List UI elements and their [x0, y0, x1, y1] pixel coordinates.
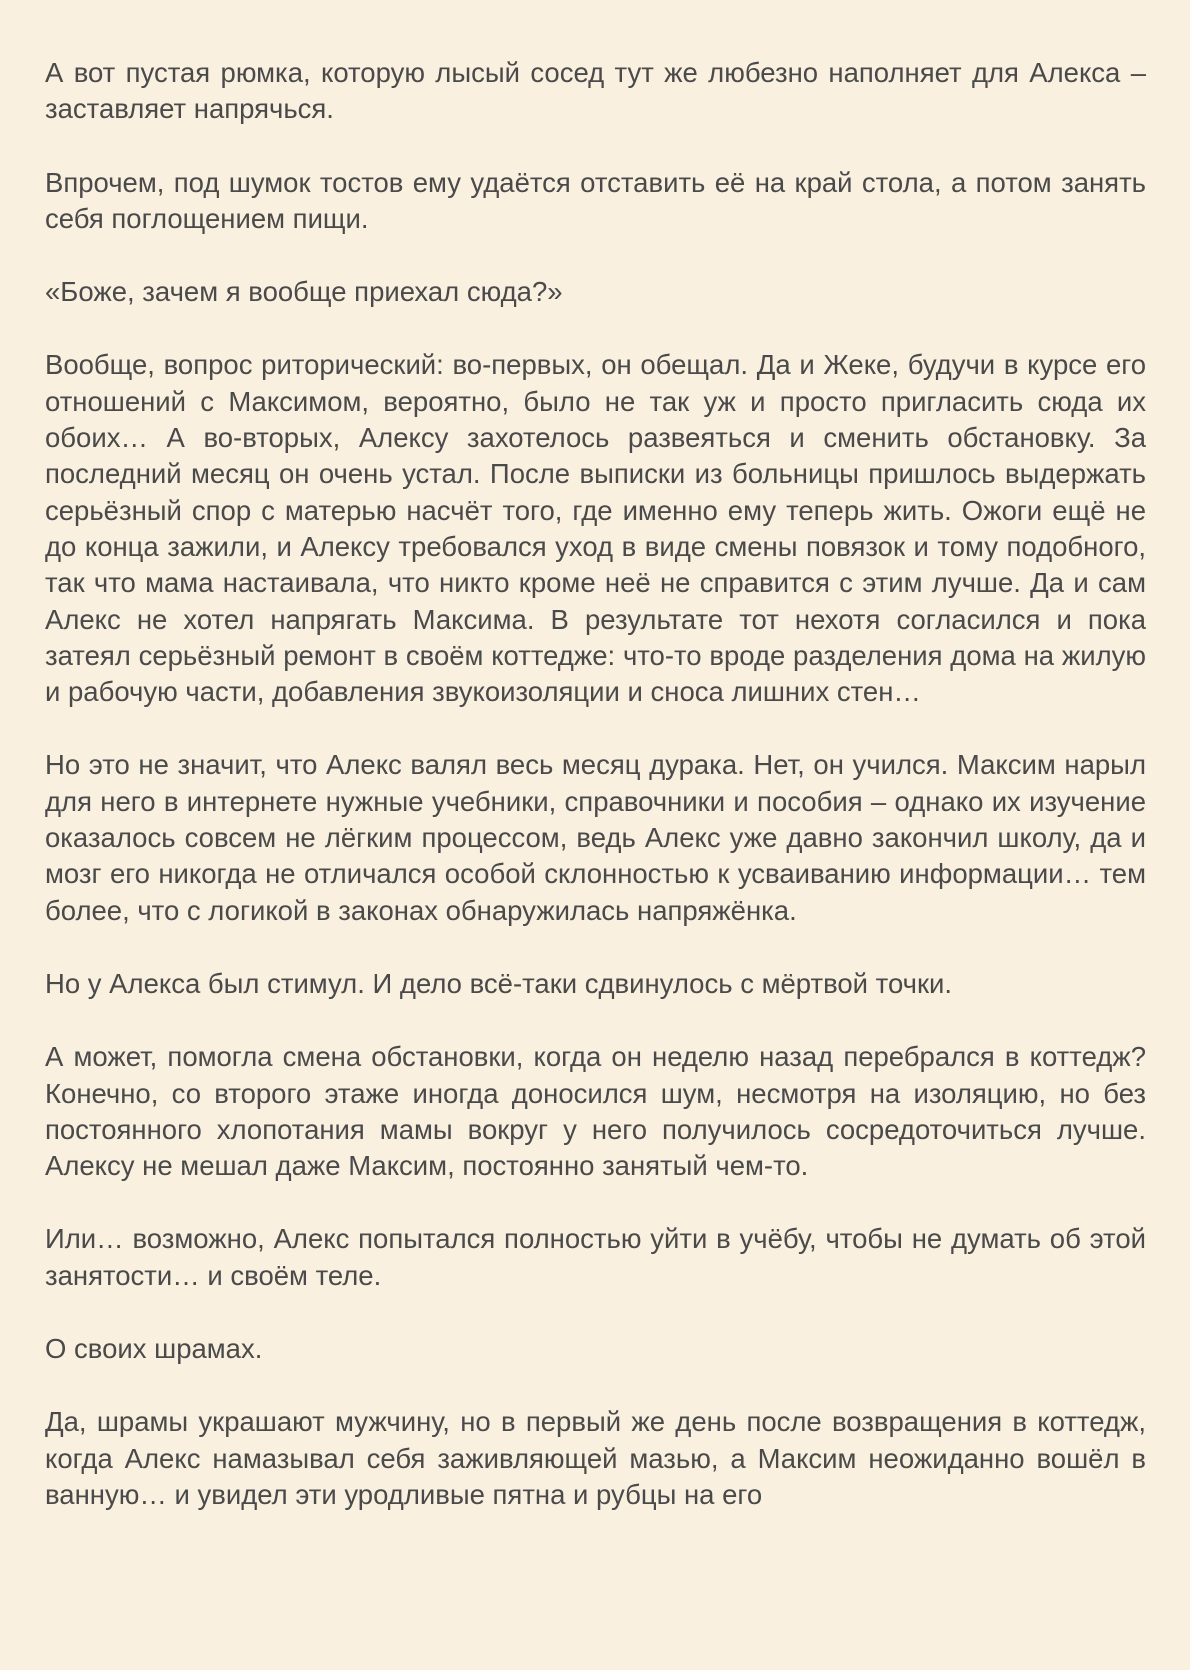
- paragraph-10: Да, шрамы украшают мужчину, но в первый же день после возвращения в коттедж, когда Алекс намазывал себя заживляющей мазью, а Максим неожиданно вошёл в ванную… и увидел эти уродливые пятна и рубцы на его: [45, 1406, 1146, 1510]
- paragraph-8: Или… возможно, Алекс попытался полностью уйти в учёбу, чтобы не думать об этой занятости… и своём теле.: [45, 1223, 1146, 1291]
- paragraph-1: А вот пустая рюмка, которую лысый сосед тут же любезно наполняет для Алекса – заставляет напрячься.: [45, 57, 1146, 125]
- paragraph-5: Но это не значит, что Алекс валял весь месяц дурака. Нет, он учился. Максим нарыл для него в интернете нужные учебники, справочники и пособия – однако их изучение оказалось совсем не лёгким процессом, ведь Алекс уже давно закончил школу, да и мозг его никогда не отличался особой склонностью к усваиванию информации… тем более, что с логикой в законах обнаружилась напряжёнка.: [45, 749, 1146, 926]
- paragraph-2: Впрочем, под шумок тостов ему удаётся отставить её на край стола, а потом занять себя поглощением пищи.: [45, 166, 1146, 234]
- paragraph-9: О своих шрамах.: [45, 1333, 263, 1365]
- paragraph-6: Но у Алекса был стимул. И дело всё-таки сдвинулось с мёртвой точки.: [45, 967, 953, 999]
- paragraph-4: Вообще, вопрос риторический: во-первых, он обещал. Да и Жеке, будучи в курсе его отношений с Максимом, вероятно, было не так уж и просто пригласить сюда их обоих… А во-вторых, Алексу захотелось развеяться и сменить обстановку. За последний месяц он очень устал. После выписки из больницы пришлось выдержать серьёзный спор с матерью насчёт того, где именно ему теперь жить. Ожоги ещё не до конца зажили, и Алексу требовался уход в виде смены повязок и тому подобного, так что мама настаивала, что никто кроме неё не справится с этим лучше. Да и сам Алекс не хотел напрягать Максима. В результате тот нехотя согласился и пока затеял серьёзный ремонт в своём коттедже: что-то вроде разделения дома на жилую и рабочую части, добавления звукоизоляции и сноса лишних стен…: [45, 349, 1146, 708]
- paragraph-3: «Боже, зачем я вообще приехал сюда?»: [45, 276, 563, 308]
- paragraph-7: А может, помогла смена обстановки, когда он неделю назад перебрался в коттедж? Конечно, со второго этаже иногда доносился шум, несмотря на изоляцию, но без постоянного хлопотания мамы вокруг у него получилось сосредоточиться лучше. Алексу не мешал даже Максим, постоянно занятый чем-то.: [45, 1041, 1146, 1182]
